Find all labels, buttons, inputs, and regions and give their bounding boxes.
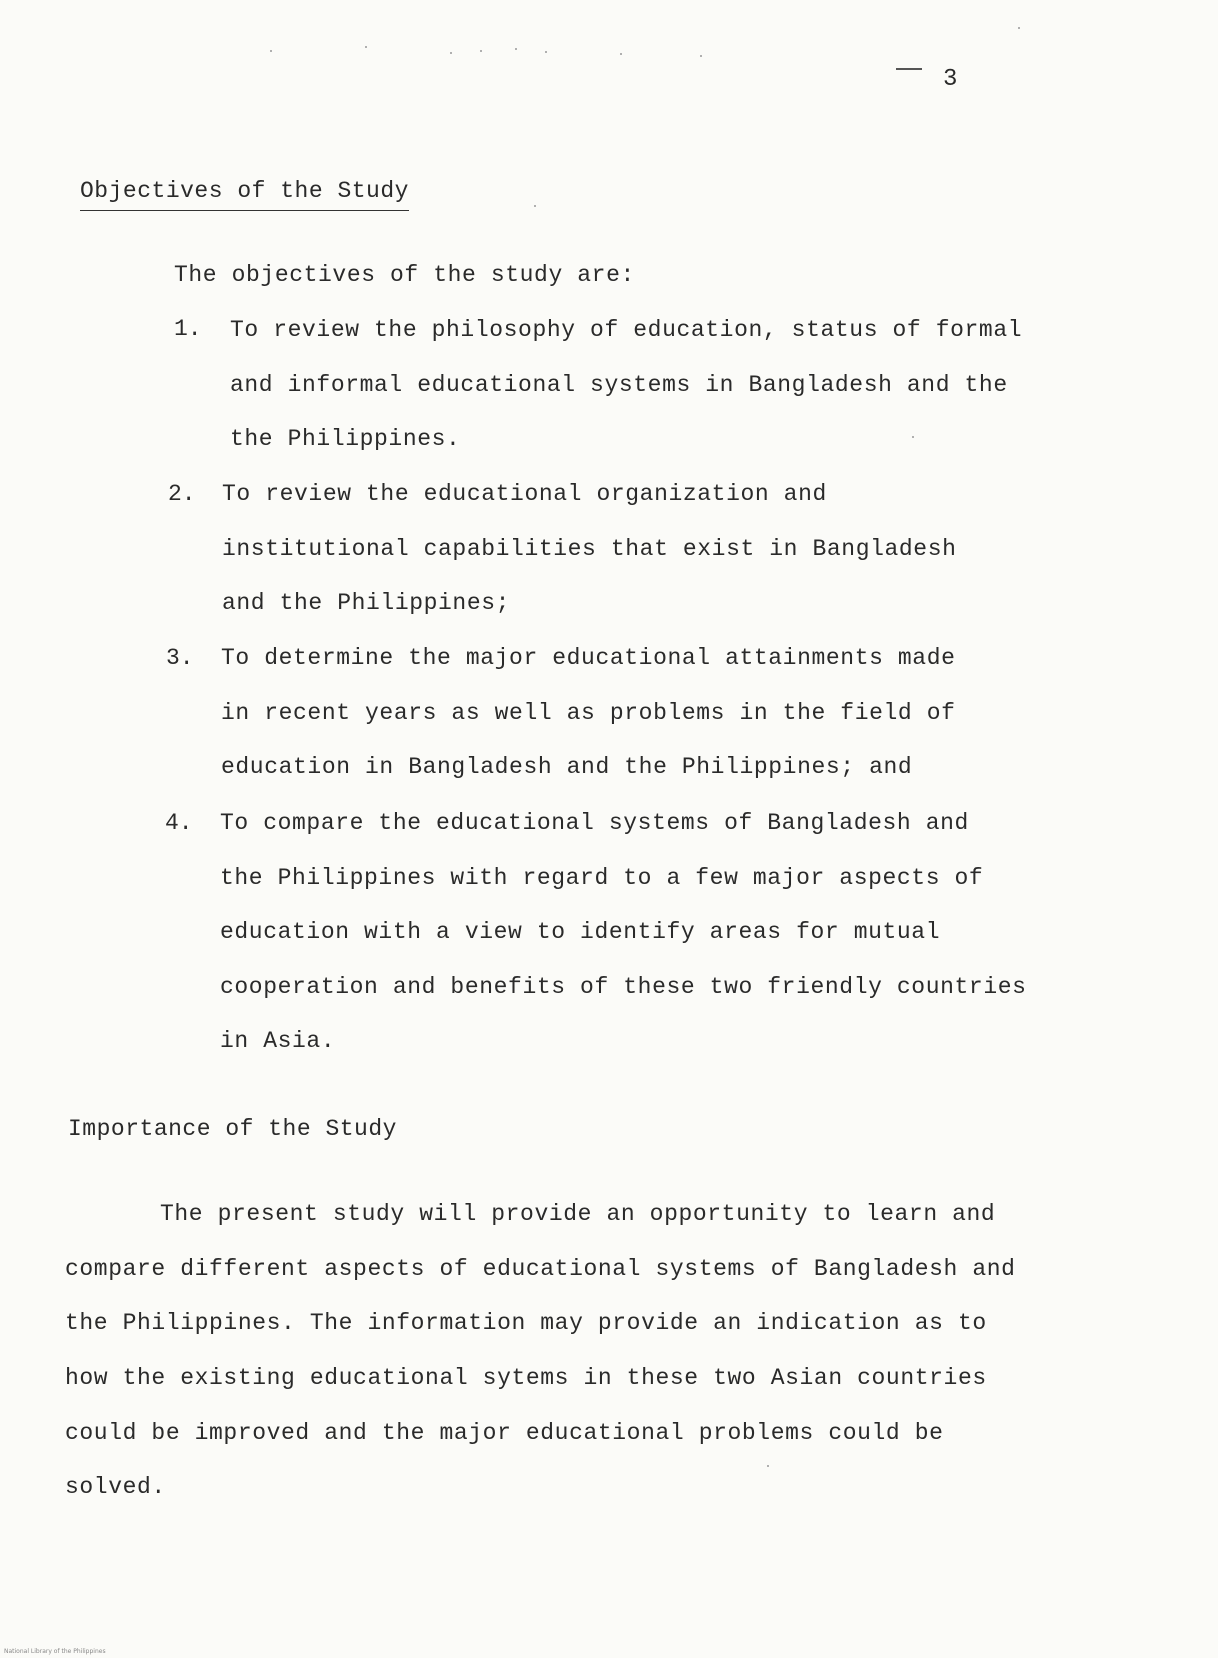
importance-line-6: solved. — [65, 1474, 166, 1500]
importance-heading: Importance of the Study — [68, 1116, 397, 1142]
scan-speck — [515, 48, 517, 50]
objective-2-line-3: and the Philippines; — [222, 590, 511, 616]
scan-speck — [912, 436, 914, 438]
objectives-heading: Objectives of the Study — [80, 178, 409, 211]
page-number-dash — [896, 68, 922, 70]
objective-4-number: 4. — [165, 810, 193, 836]
importance-line-2: compare different aspects of educational systems of Bangladesh and — [65, 1256, 1016, 1282]
objective-1-number: 1. — [174, 316, 202, 342]
objective-4-line-1: To compare the educational systems of Bangladesh and — [220, 810, 969, 836]
scan-speck — [480, 50, 482, 52]
objective-2-line-2: institutional capabilities that exist in Bangladesh — [222, 536, 957, 562]
scan-footer-watermark: National Library of the Philippines — [4, 1648, 106, 1655]
objective-4-line-2: the Philippines with regard to a few major aspects of — [220, 865, 984, 891]
objective-1-line-3: the Philippines. — [230, 426, 461, 452]
objective-3-line-1: To determine the major educational attainments made — [221, 645, 956, 671]
importance-line-3: the Philippines. The information may provide an indication as to — [65, 1310, 987, 1336]
objective-4-line-3: education with a view to identify areas for mutual — [220, 919, 941, 945]
objective-2-number: 2. — [168, 481, 196, 507]
scan-speck — [365, 46, 367, 48]
importance-line-4: how the existing educational sytems in these two Asian countries — [65, 1365, 987, 1391]
objective-3-number: 3. — [166, 645, 194, 671]
objective-4-line-5: in Asia. — [220, 1028, 336, 1054]
scan-speck — [620, 53, 622, 55]
scan-speck — [545, 51, 547, 53]
objective-3-line-3: education in Bangladesh and the Philippines; and — [221, 754, 913, 780]
scan-speck — [270, 50, 272, 52]
objectives-intro: The objectives of the study are: — [174, 262, 635, 288]
objective-3-line-2: in recent years as well as problems in the field of — [221, 700, 956, 726]
objective-1-line-2: and informal educational systems in Bangladesh and the — [230, 372, 1008, 398]
importance-line-5: could be improved and the major educational problems could be — [65, 1420, 944, 1446]
page-number: 3 — [943, 66, 958, 93]
objective-1-line-1: To review the philosophy of education, status of formal — [230, 317, 1023, 343]
scan-speck — [450, 52, 452, 54]
scan-speck — [700, 55, 702, 57]
objective-2-line-1: To review the educational organization and — [222, 481, 827, 507]
scan-speck — [1018, 27, 1020, 29]
scan-speck — [767, 1465, 769, 1467]
objective-4-line-4: cooperation and benefits of these two friendly countries — [220, 974, 1027, 1000]
scan-speck — [534, 205, 536, 207]
importance-line-1: The present study will provide an opportunity to learn and — [160, 1201, 996, 1227]
